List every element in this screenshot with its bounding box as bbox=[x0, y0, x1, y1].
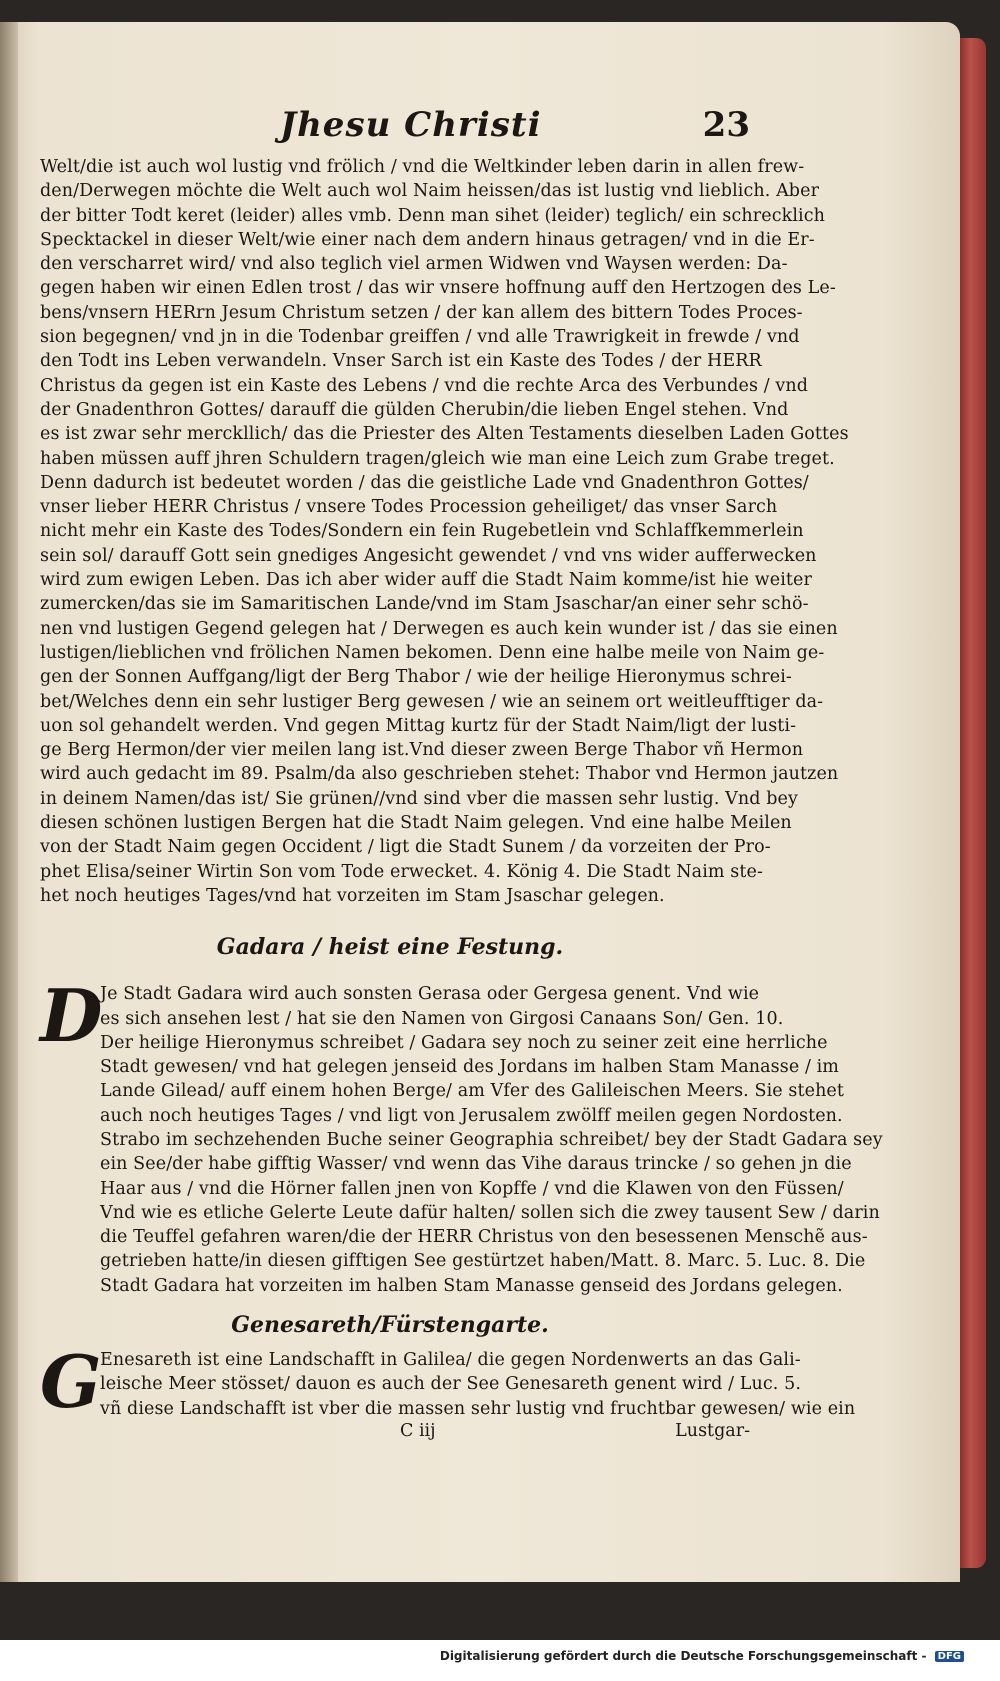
section-gadara bbox=[40, 973, 883, 1298]
text-line: Denn dadurch ist bedeutet worden / das die geistliche Lade vnd Gnadenthron Gottes/ bbox=[40, 472, 809, 493]
text-line: zumercken/das sie im Samaritischen Lande/vnd im Stam Jsaschar/an einer sehr schö- bbox=[40, 594, 809, 615]
text-line: Je Stadt Gadara wird auch sonsten Gerasa oder Gergesa genent. Vnd wie bbox=[100, 984, 760, 1005]
section-heading-genesareth: Genesareth/Fürstengarte. bbox=[231, 1312, 549, 1339]
text-line: nen vnd lustigen Gegend gelegen hat / Derwegen es auch kein wunder ist / das sie einen bbox=[40, 618, 838, 639]
section-heading-gadara: Gadara / heist eine Festung. bbox=[216, 934, 564, 961]
text-line: bet/Welches denn ein sehr lustiger Berg gewesen / wie an seinem ort weitleufftiger da- bbox=[40, 691, 824, 712]
text-line: vnser lieber HERR Christus / vnsere Todes Procession geheiliget/ das vnser Sarch bbox=[40, 497, 778, 518]
text-line: ge Berg Hermon/der vier meilen lang ist.Vnd dieser zween Berge Thabor vñ Hermon bbox=[40, 740, 804, 761]
catchword: Lustgar- bbox=[675, 1420, 750, 1441]
text-line: Lande Gilead/ auff einem hohen Berge/ am Vfer des Galileischen Meers. Sie stehet bbox=[100, 1081, 845, 1102]
text-line: diesen schönen lustigen Bergen hat die Stadt Naim gelegen. Vnd eine halbe Meilen bbox=[40, 813, 792, 834]
decorated-initial-g: G bbox=[40, 1339, 102, 1425]
text-line: von der Stadt Naim gegen Occident / ligt die Stadt Sunem / da vorzeiten der Pro- bbox=[40, 837, 771, 858]
text-line: lustigen/lieblichen vnd frölichen Namen bekomen. Denn eine halbe meile von Naim ge- bbox=[40, 642, 825, 663]
text-line: haben müssen auff jhren Schuldern tragen/gleich wie man eine Leich zum Grabe treget. bbox=[40, 448, 835, 469]
decorated-initial-d: D bbox=[40, 973, 103, 1059]
text-line: Haar aus / vnd die Hörner fallen jnen von Kopffe / vnd die Klawen von den Füssen/ bbox=[100, 1178, 844, 1199]
text-line: uon sol gehandelt werden. Vnd gegen Mittag kurtz für der Stadt Naim/ligt der lusti- bbox=[40, 715, 797, 736]
paragraph-naim bbox=[40, 155, 849, 908]
text-line: den Todt ins Leben verwandeln. Vnser Sarch ist ein Kaste des Todes / der HERR bbox=[40, 351, 762, 372]
text-line: gen der Sonnen Auffgang/ligt der Berg Thabor / wie der heilige Hieronymus schrei- bbox=[40, 667, 792, 688]
signature-mark: C iij bbox=[400, 1420, 436, 1441]
text-line: auch noch heutiges Tages / vnd ligt von Jerusalem zwölff meilen gegen Nordosten. bbox=[100, 1105, 843, 1126]
credit-text: Digitalisierung gefördert durch die Deutsche Forschungsgemeinschaft - bbox=[439, 1649, 927, 1663]
section-genesareth-text bbox=[100, 1348, 856, 1421]
text-line: het noch heutiges Tages/vnd hat vorzeiten im Stam Jsaschar gelegen. bbox=[40, 885, 665, 906]
text-line: leische Meer stösset/ dauon es auch der See Genesareth genent wird / Luc. 5. bbox=[100, 1374, 802, 1395]
running-title: Jhesu Christi bbox=[280, 105, 542, 145]
text-line: den verscharret wird/ vnd also teglich viel armen Widwen vnd Waysen werden: Da- bbox=[40, 254, 788, 275]
text-line: ein See/der habe gifftig Wasser/ vnd wenn das Vihe daraus trincke / so gehen jn die bbox=[100, 1154, 852, 1175]
page-number: 23 bbox=[702, 105, 750, 145]
text-line: vñ diese Landschafft ist vber die massen sehr lustig vnd fruchtbar gewesen/ wie ein bbox=[100, 1398, 856, 1419]
text-line: getrieben hatte/in diesen gifftigen See gestürtzet haben/Matt. 8. Marc. 5. Luc. 8. Die bbox=[100, 1251, 866, 1272]
text-line: Der heilige Hieronymus schreibet / Gadara sey noch zu seiner zeit eine herrliche bbox=[100, 1032, 828, 1053]
text-line: phet Elisa/seiner Wirtin Son vom Tode erwecket. 4. König 4. Die Stadt Naim ste- bbox=[40, 861, 763, 882]
section-genesareth bbox=[40, 1339, 856, 1425]
text-line: Vnd wie es etliche Gelerte Leute dafür halten/ sollen sich die zwey tausent Sew / darin bbox=[100, 1202, 880, 1223]
text-line: sion begegnen/ vnd jn in die Todenbar greiffen / vnd alle Trawrigkeit in frewde / vnd bbox=[40, 327, 800, 348]
text-line: Christus da gegen ist ein Kaste des Lebens / vnd die rechte Arca des Verbundes / vnd bbox=[40, 375, 809, 396]
book-edge bbox=[960, 38, 986, 1568]
text-line: Stadt Gadara hat vorzeiten im halben Stam Manasse genseid des Jordans gelegen. bbox=[100, 1275, 843, 1296]
text-line: der bitter Todt keret (leider) alles vmb. Denn man sihet (leider) teglich/ ein schrecklich bbox=[40, 205, 825, 226]
text-line: es ist zwar sehr merckllich/ das die Priester des Alten Testaments dieselben Laden Gottes bbox=[40, 424, 849, 445]
page-content bbox=[40, 105, 883, 1447]
text-line: Strabo im sechzehenden Buche seiner Geographia schreibet/ bey der Stadt Gadara sey bbox=[100, 1129, 883, 1150]
text-line: in deinem Namen/das ist/ Sie grünen//vnd sind vber die massen sehr lustig. Vnd bey bbox=[40, 788, 798, 809]
text-line: der Gnadenthron Gottes/ darauff die gülden Cherubin/die lieben Engel stehen. Vnd bbox=[40, 399, 789, 420]
text-line: Welt/die ist auch wol lustig vnd frölich / vnd die Weltkinder leben darin in allen frew- bbox=[40, 157, 805, 177]
text-line: gegen haben wir einen Edlen trost / das wir vnsere hoffnung auff den Hertzogen des Le- bbox=[40, 278, 836, 299]
text-line: Enesareth ist eine Landschafft in Galilea/ die gegen Nordenwerts an das Gali- bbox=[100, 1350, 801, 1371]
text-line: die Teuffel gefahren waren/die der HERR Christus von den besessenen Menschẽ aus- bbox=[100, 1227, 868, 1248]
section-gadara-text bbox=[100, 982, 883, 1298]
text-line: nicht mehr ein Kaste des Todes/Sondern ein fein Rugebetlein vnd Schlaffkemmerlein bbox=[40, 521, 804, 542]
text-line: bens/vnsern HERrn Jesum Christum setzen / der kan allem des bittern Todes Proces- bbox=[40, 302, 803, 323]
text-line: Stadt gewesen/ vnd hat gelegen jenseid des Jordans im halben Stam Manasse / im bbox=[100, 1057, 840, 1078]
text-line: sein sol/ darauff Gott sein gnediges Angesicht gewendet / vnd vns wider aufferwecken bbox=[40, 545, 817, 566]
text-line: den/Derwegen möchte die Welt auch wol Naim heissen/das ist lustig vnd lieblich. Aber bbox=[40, 181, 820, 202]
text-line: Specktackel in dieser Welt/wie einer nach dem andern hinaus getragen/ vnd in die Er- bbox=[40, 229, 815, 250]
text-line: es sich ansehen lest / hat sie den Namen von Girgosi Canaans Son/ Gen. 10. bbox=[100, 1008, 784, 1029]
text-line: wird zum ewigen Leben. Das ich aber wider auff die Stadt Naim komme/ist hie weiter bbox=[40, 570, 812, 591]
text-line: wird auch gedacht im 89. Psalm/da also geschrieben stehet: Thabor vnd Hermon jautzen bbox=[40, 764, 839, 785]
catch-line bbox=[40, 1420, 750, 1447]
dfg-logo-icon: DFG bbox=[935, 1651, 964, 1662]
page-header bbox=[40, 105, 750, 155]
digitization-credit bbox=[440, 1649, 964, 1663]
page-gutter bbox=[0, 22, 18, 1582]
